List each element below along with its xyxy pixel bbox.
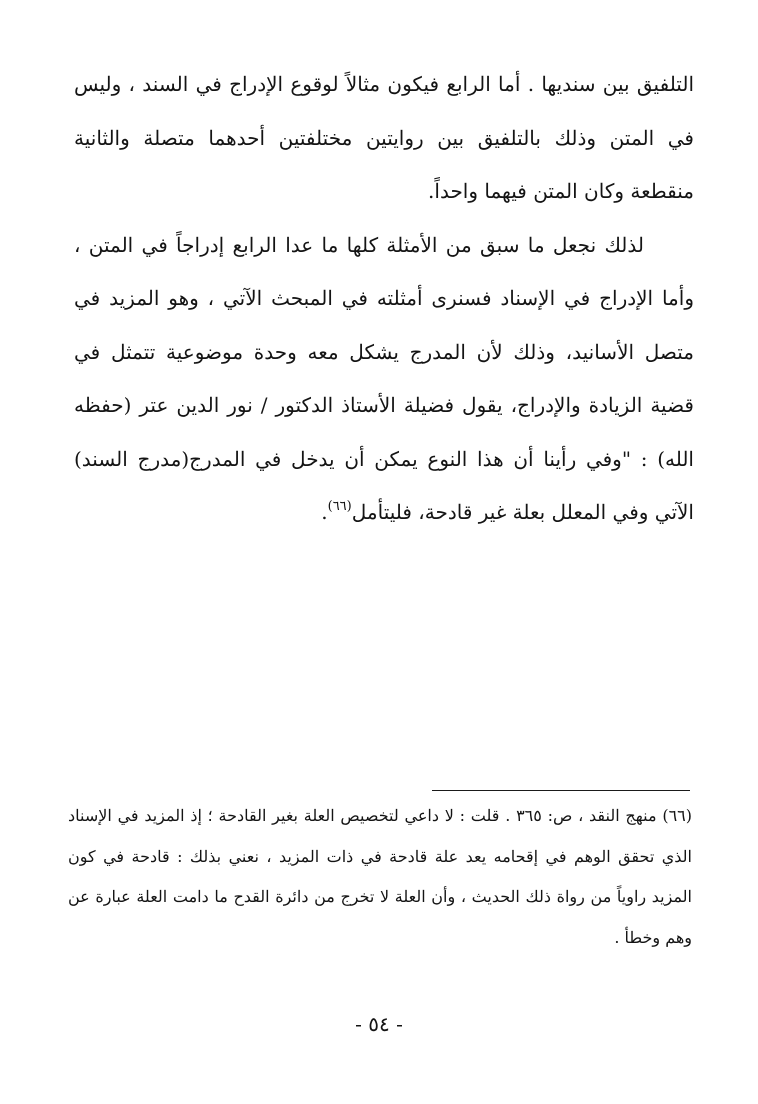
- paragraph-2-text: لذلك نجعل ما سبق من الأمثلة كلها ما عدا الرابع إدراجاً في المتن ، وأما الإدراج في الإسناد فسنرى أمثلته في المبحث الآتي ، وهو المزيد في متصل الأسانيد، وذلك لأن المدرج يشكل معه وحدة موضوعية تتمثل في قضية الزيادة والإدراج، يقول فضيلة الأستاذ الدكتور / نور الدين عتر (حفظه الله) : "وفي رأينا أن هذا النوع يمكن أن يدخل في المدرج(مدرج السند) الآتي وفي المعلل بعلة غير قادحة، فليتأمل: [74, 232, 694, 524]
- paragraph-2-end: .: [321, 500, 328, 524]
- footnote-divider: [432, 790, 690, 791]
- footnote-reference: (٦٦): [327, 499, 352, 514]
- paragraph-1: التلفيق بين سنديها . أما الرابع فيكون مثالاً لوقوع الإدراج في السند ، وليس في المتن وذلك بالتلفيق بين روايتين مختلفتين أحدهما متصلة والثانية منقطعة وكان المتن فيهما واحداً.: [74, 72, 694, 203]
- main-text: [74, 58, 694, 540]
- footnote: [68, 796, 692, 958]
- footnote-text: منهج النقد ، ص: ٣٦٥ . قلت : لا داعي لتخصيص العلة بغير القادحة ؛ إذ المزيد في الإسناد الذي تحقق الوهم في إقحامه يعد علة قادحة في ذات المزيد ، نعني بذلك : قادحة في كون المزيد راوياً من رواة ذلك الحديث ، وأن العلة لا تخرج من دائرة القدح ما دامت العلة عبارة عن وهم وخطأ .: [68, 806, 693, 947]
- paragraph-2: [74, 219, 694, 540]
- footnote-number: (٦٦): [662, 806, 692, 825]
- page-number: - ٥٤ -: [355, 1012, 403, 1036]
